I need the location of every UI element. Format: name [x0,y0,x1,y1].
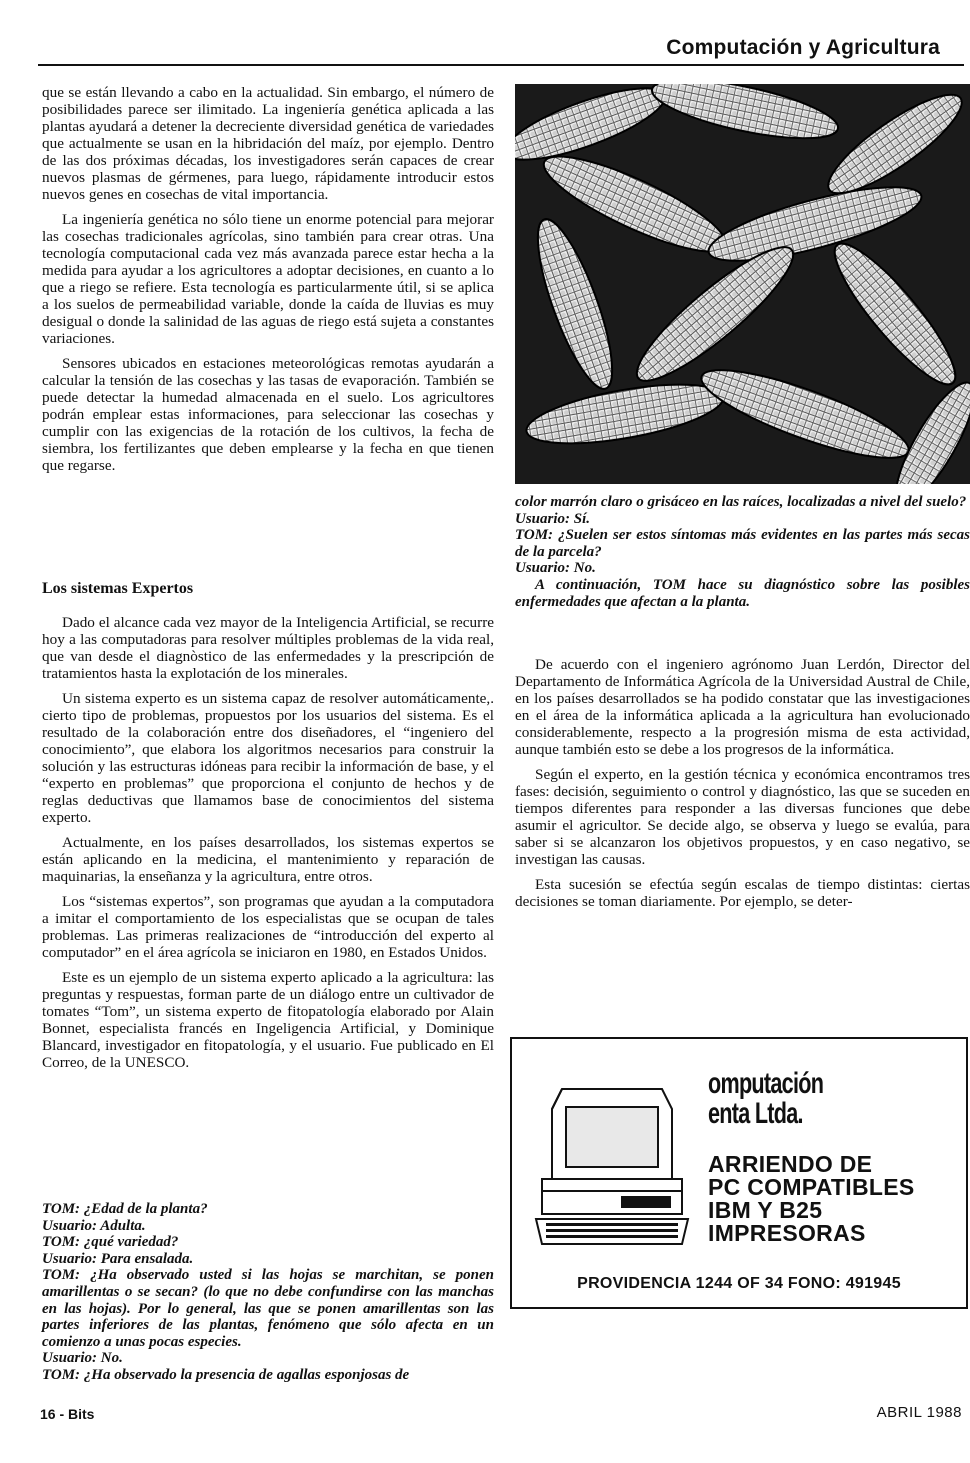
headline-line: ARRIENDO DE [708,1151,873,1177]
dialog-line: Usuario: Adulta. [42,1217,146,1234]
dialog-line: Usuario: Para ensalada. [42,1250,194,1267]
dialog-line: TOM: ¿Suelen ser estos síntomas más evidentes en las partes más secas de la parcela? [515,527,970,560]
section-heading: Los sistemas Expertos [42,580,194,597]
dialog-line: color marrón claro o grisáceo en las raíces, localizadas a nivel del suelo? [515,494,967,510]
corn-cobs-photo [515,84,970,484]
paragraph: Esta sucesión se efectúa según escalas de tiempo distintas: ciertas decisiones se toman diariamente. Por ejemplo, se deter- [515,876,970,910]
issue-date: ABRIL 1988 [876,1404,962,1421]
brand-logo [708,1069,823,1129]
dialog-line: Usuario: No. [515,560,596,577]
dialog-line: Usuario: Sí. [515,510,591,527]
dialog-line: TOM: ¿qué variedad? [42,1234,179,1251]
brand-line-1: omputación [708,1067,824,1100]
left-column-lower [42,614,494,1079]
expert-dialog-right [515,494,970,610]
paragraph: Actualmente, en los países desarrollados, los sistemas expertos se están aplicando en la medicina, el mantenimiento y reparación de maquinarias, la enseñanza y la agricultura, entre otros. [42,834,494,885]
paragraph: Sensores ubicados en estaciones meteorológicas remotas ayudarán a calcular la tensión de las cosechas y las tasas de evaporación. También se puede detectar la humedad almacenada en el suelo. Los agricultores podrán emplear estas informaciones, para seleccionar las cosechas y cumplir con las exigencias de la rotación de los cultivos, la fecha de siembra, los fertilizantes que deben emplearse y la fecha en que tienen que regarse. [42,355,494,474]
dialog-line: TOM: ¿Ha observado usted si las hojas se marchitan, se ponen amarillentas o se secan? (lo que no debe confundirse con las manchas en las hojas). Por lo general, las que se ponen amarillentas son las partes inferiores de las plantas, fenómeno que sólo afecta en un comienzo a unas pocas especies. [42,1267,494,1350]
headline-line: IMPRESORAS [708,1220,866,1246]
dialog-line: Usuario: No. [42,1350,123,1367]
computer-illustration [532,1079,692,1249]
headline-line: IBM Y B25 [708,1197,823,1223]
paragraph: Los “sistemas expertos”, son programas que ayudan a la computadora a imitar el comportamiento de los especialistas que se ocupan de tales problemas. Las primeras realizaciones de “introducción del experto al computador” en el área agrícola se iniciaron en 1980, en Estados Unidos. [42,893,494,961]
paragraph: Un sistema experto es un sistema capaz de resolver automáticamente,. cierto tipo de problemas, propuestos por los usuarios del sistema. Es el resultado de la colaboración entre dos diseñadores, el “ingeniero del conocimiento”, que elabora los algoritmos necesarios para construir la solución y las estructuras idóneas para recibir la información de base, y el “experto en problemas” que proporciona el conjunto de hechos y de reglas deductivas que llamamos base de conocimientos del sistema experto. [42,690,494,826]
paragraph: Según el experto, en la gestión técnica y económica encontramos tres fases: decisión, seguimiento o control y diagnóstico, las que se suceden en tiempos diferentes para responder a las diversas funciones que debe asumir el agricultor. Se decide algo, se observa y luego se evalúa, para saber si se alcanzaron los objetivos propuestos, y en caso negativo, se investigan las causas. [515,766,970,868]
left-column-top [42,84,494,482]
headline-line: PC COMPATIBLES [708,1174,915,1200]
paragraph: De acuerdo con el ingeniero agrónomo Juan Lerdón, Director del Departamento de Informática Agrícola de la Universidad Austral de Chile, en los países desarrollados se ha podido constatar que las investigaciones en el área de la informática aplicada a la agricultura han evolucionado considerablemente, respecto a la progresión misma de esta actividad, aunque también esto se debe a los progresos de la informática. [515,656,970,758]
paragraph: La ingeniería genética no sólo tiene un enorme potencial para mejorar las cosechas tradicionales agrícolas, sino también para crear otras. Una tecnología computacional cada vez más avanzada parece estar hecha a la medida para ayudar a los agricultores a adoptar decisiones, en cuanto a lo que a riego se refiere. Esta tecnología es particularmente útil, si se aplica a los suelos de permeabilidad variable, donde la caída de lluvias es muy desigual o donde la salinidad de las aguas de riego está sujeta a constantes variaciones. [42,211,494,347]
paragraph: Este es un ejemplo de un sistema experto aplicado a la agricultura: las preguntas y respuestas, forman parte de un diálogo entre un cultivador de tomates “Tom”, un sistema experto de fitopatología elaborado por Alain Bonnet, especialista francés en Ingeligencia Artificial, y Dominique Blancard, investigador en fitopatología, y el usuario. Fue publicado en El Correo, de la UNESCO. [42,969,494,1071]
corn-photo-graphic [515,84,970,484]
page-number: 16 - Bits [40,1406,95,1422]
ad-address: PROVIDENCIA 1244 OF 34 FONO: 491945 [577,1275,901,1292]
brand-line-2: enta Ltda. [708,1097,803,1130]
paragraph: Dado el alcance cada vez mayor de la Inteligencia Artificial, se recurre hoy a las computadoras para resolver múltiples problemas de la vida real, que van desde el diagnòstico de las enfermedades y la prescripción de tratamientos hasta la explotación de los minerales. [42,614,494,682]
page-section-title: Computación y Agricultura [666,36,940,59]
dialog-line: A continuación, TOM hace su diagnóstico sobre las posibles enfermedades que afectan a la planta. [515,576,970,610]
ad-headline [708,1153,915,1245]
computacion-renta-ad [510,1037,968,1309]
header-divider [38,64,964,66]
right-column-body [515,656,970,918]
dialog-line: TOM: ¿Edad de la planta? [42,1201,208,1217]
dialog-line: TOM: ¿Ha observado la presencia de agallas esponjosas de [42,1366,410,1383]
expert-dialog-left [42,1201,494,1384]
paragraph: que se están llevando a cabo en la actualidad. Sin embargo, el número de posibilidades parece ser ilimitado. La ingeniería genética aplicada a las plantas ayudará a detener la decreciente diversidad genética de variedades que actualmente se usan en la hibridación del maíz, por ejemplo. Dentro de las dos próximas décadas, los investigadores serán capaces de crear nuevos plasmas de gérmenes, para luego, rápidamente introducir estos nuevos genes en cosechas de vital importancia. [42,84,494,203]
